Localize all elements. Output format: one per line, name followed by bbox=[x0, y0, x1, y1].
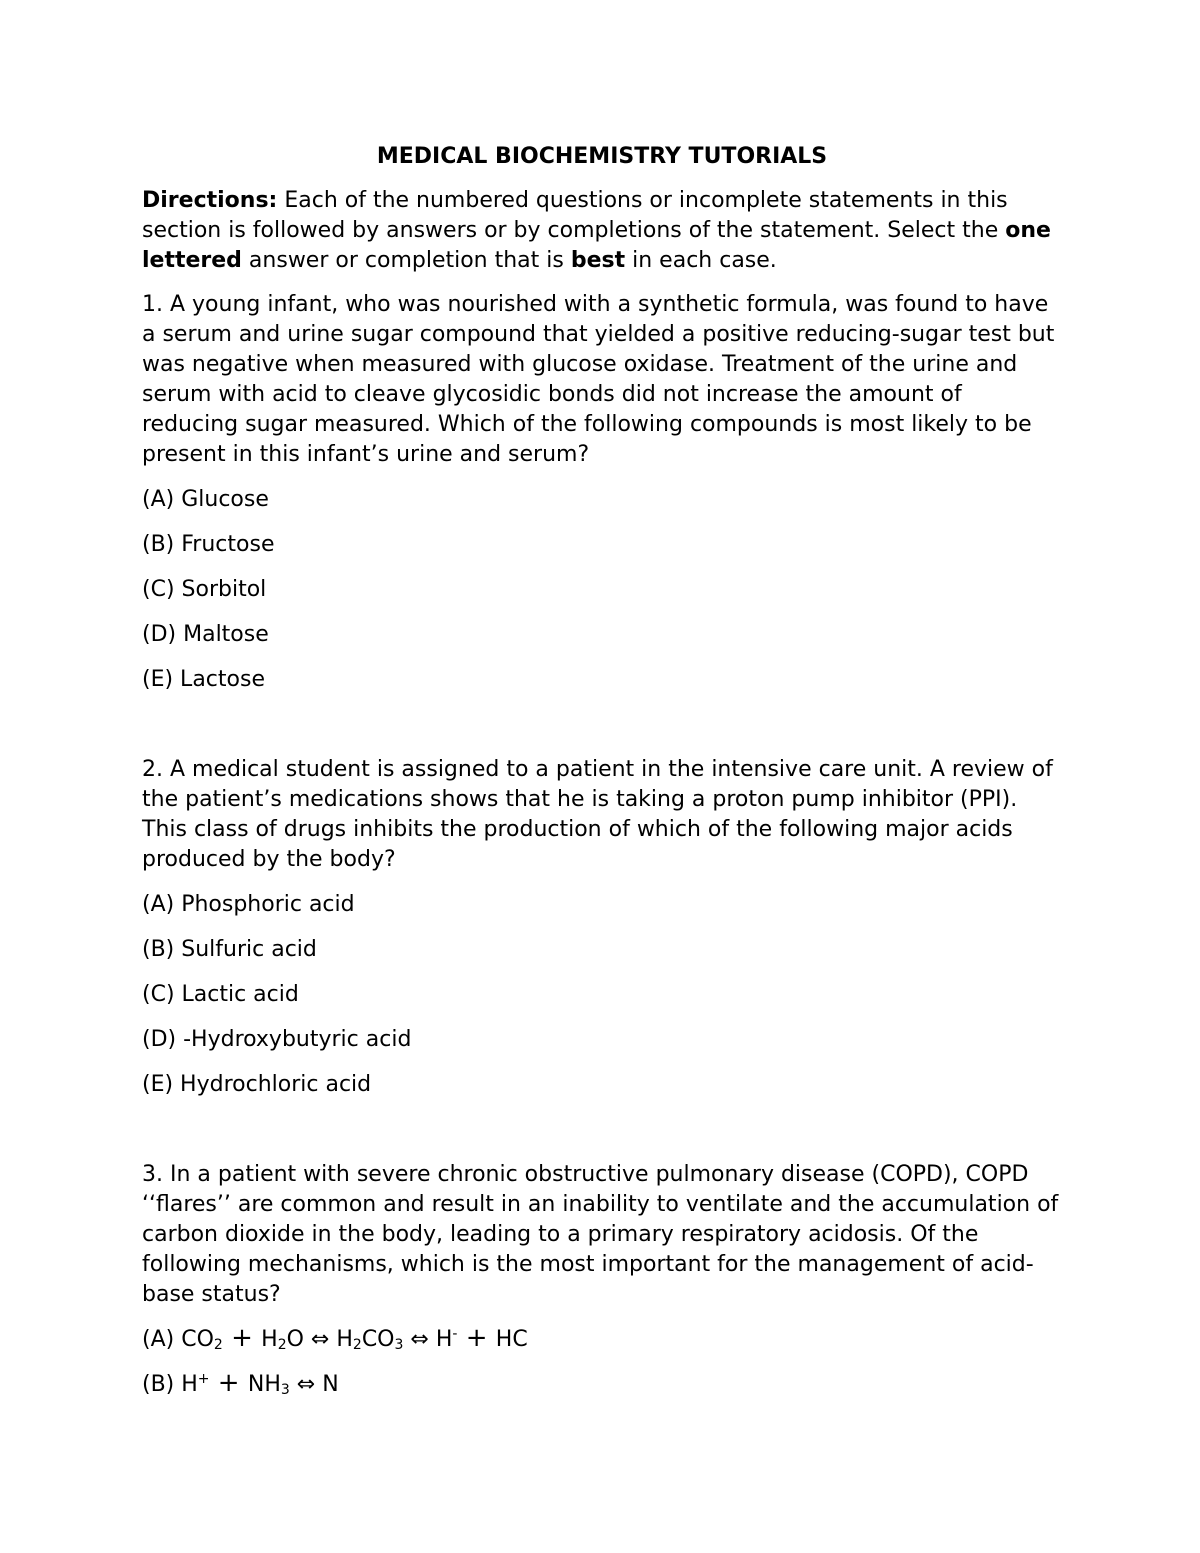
directions-emphasis-one-lettered: one lettered bbox=[142, 218, 1051, 273]
question-2-option-c: (C) Lactic acid bbox=[142, 982, 299, 1007]
option-b-prefix: (B) H bbox=[142, 1372, 198, 1397]
question-3 bbox=[142, 1160, 1062, 1400]
directions-text-1: Each of the numbered questions or incomplete statements in this section is followed by answers or by completions of the statement. Select the bbox=[142, 188, 1008, 243]
option-b-subscript: 3 bbox=[280, 1382, 290, 1398]
question-3-option-a bbox=[142, 1325, 1062, 1355]
question-2 bbox=[142, 755, 1062, 1100]
question-1-option-a: (A) Glucose bbox=[142, 487, 269, 512]
option-a-carbonate: CO bbox=[361, 1327, 395, 1352]
option-a-subscript: 3 bbox=[394, 1337, 404, 1353]
question-1-option-c: (C) Sorbitol bbox=[142, 577, 267, 602]
question-1 bbox=[142, 290, 1062, 695]
question-1-stem: 1. A young infant, who was nourished with a synthetic formula, was found to have a serum and urine sugar compound that yielded a positive reducing-sugar test but was negative when measured with glucose oxidase. Treatment of the urine and serum with acid to cleave glycosidic bonds did not increase the amount of reducing sugar measured. Which of the following compounds is most likely to be present in this infant’s urine and serum? bbox=[142, 292, 1055, 467]
question-1-option-b: (B) Fructose bbox=[142, 532, 275, 557]
question-1-option-e: (E) Lactose bbox=[142, 667, 265, 692]
question-2-option-a: (A) Phosphoric acid bbox=[142, 892, 355, 917]
question-2-option-b: (B) Sulfuric acid bbox=[142, 937, 317, 962]
option-a-subscript: 2 bbox=[277, 1337, 287, 1353]
question-2-stem: 2. A medical student is assigned to a patient in the intensive care unit. A review of the patient’s medications shows that he is taking a proton pump inhibitor (PPI). This class of drugs inhibits the production of which of the following major acids produced by the body? bbox=[142, 757, 1053, 872]
option-a-subscript: 2 bbox=[213, 1337, 223, 1353]
option-b-superscript: + bbox=[197, 1371, 210, 1387]
option-a-water-h: H bbox=[261, 1327, 278, 1352]
directions-text-3: in each case. bbox=[625, 248, 777, 273]
option-a-tail: HC bbox=[495, 1327, 528, 1352]
option-b-ammonia: NH bbox=[247, 1372, 281, 1397]
question-2-option-d: (D) -Hydroxybutyric acid bbox=[142, 1027, 412, 1052]
option-a-superscript: - bbox=[452, 1326, 458, 1342]
directions-label: Directions: bbox=[142, 188, 278, 213]
directions-paragraph bbox=[142, 186, 1062, 276]
option-a-plus: + bbox=[222, 1323, 262, 1353]
option-a-arrow-h: ⇔ H bbox=[403, 1327, 453, 1352]
document-page bbox=[142, 140, 1062, 1415]
option-a-subscript: 2 bbox=[352, 1337, 362, 1353]
option-b-plus: + bbox=[209, 1368, 248, 1398]
question-2-option-e: (E) Hydrochloric acid bbox=[142, 1072, 372, 1097]
option-a-prefix: (A) CO bbox=[142, 1327, 214, 1352]
question-1-option-d: (D) Maltose bbox=[142, 622, 269, 647]
option-b-tail: ⇔ N bbox=[289, 1372, 339, 1397]
option-a-water-o-arrow: O ⇔ H bbox=[286, 1327, 353, 1352]
page-title: MEDICAL BIOCHEMISTRY TUTORIALS bbox=[376, 144, 828, 169]
question-spacer bbox=[142, 1115, 1062, 1160]
question-spacer bbox=[142, 710, 1062, 755]
question-3-option-b bbox=[142, 1370, 1062, 1400]
option-a-plus: + bbox=[457, 1323, 496, 1353]
question-3-stem: 3. In a patient with severe chronic obstructive pulmonary disease (COPD), COPD ‘‘flares’’ are common and result in an inability to ventilate and the accumulation of carbon dioxide in the body, leading to a primary respiratory acidosis. Of the following mechanisms, which is the most important for the management of acid-base status? bbox=[142, 1162, 1059, 1307]
directions-text-2: answer or completion that is bbox=[241, 248, 571, 273]
directions-emphasis-best: best bbox=[570, 248, 626, 273]
